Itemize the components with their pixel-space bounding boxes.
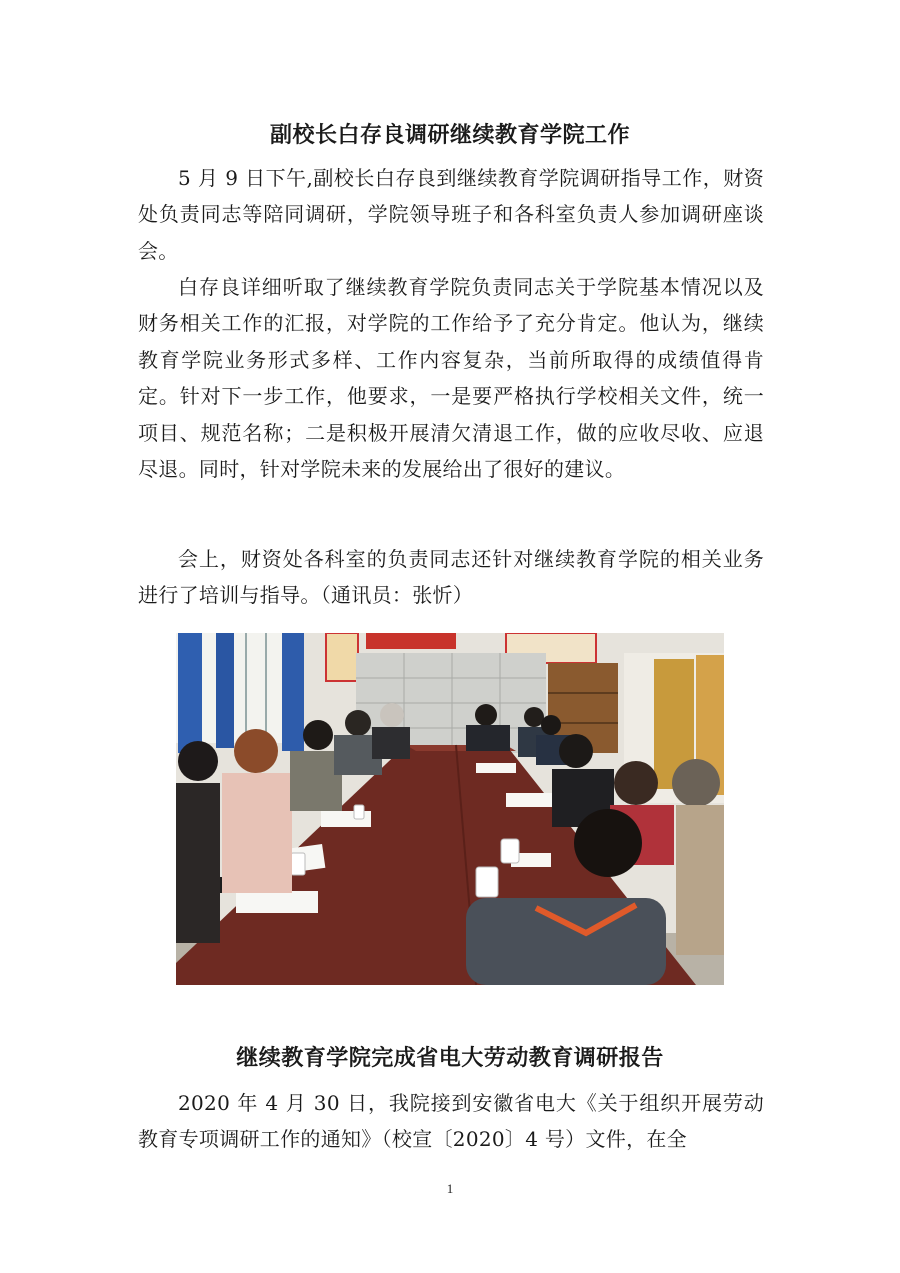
article-1-paragraph-1: 5 月 9 日下午,副校长白存良到继续教育学院调研指导工作，财资处负责同志等陪同调研，学院领导班子和各科室负责人参加调研座谈会。 — [138, 166, 764, 263]
meeting-photo — [176, 633, 724, 985]
article-1-paragraph-2: 白存良详细听取了继续教育学院负责同志关于学院基本情况以及财务相关工作的汇报，对学院的工作给予了充分肯定。他认为，继续教育学院业务形式多样、工作内容复杂，当前所取得的成绩值得肯定。针对下一步工作，他要求，一是要严格执行学校相关文件，统一项目、规范名称；二是积极开展清欠清退工作，做的应收尽收、应退尽退。同时，针对学院未来的发展给出了很好的建议。 — [138, 275, 764, 482]
article-1-paragraph-3: 会上，财资处各科室的负责同志还针对继续教育学院的相关业务进行了培训与指导。（通讯员：张忻） — [138, 547, 764, 608]
article-2-paragraph-1: 2020 年 4 月 30 日，我院接到安徽省电大《关于组织开展劳动教育专项调研工作的通知》（校宣〔2020〕4 号）文件，在全 — [138, 1091, 764, 1152]
article-1-title: 副校长白存良调研继续教育学院工作 — [269, 122, 630, 148]
article-2-title: 继续教育学院完成省电大劳动教育调研报告 — [236, 1045, 664, 1071]
page-number: 1 — [446, 1181, 454, 1196]
